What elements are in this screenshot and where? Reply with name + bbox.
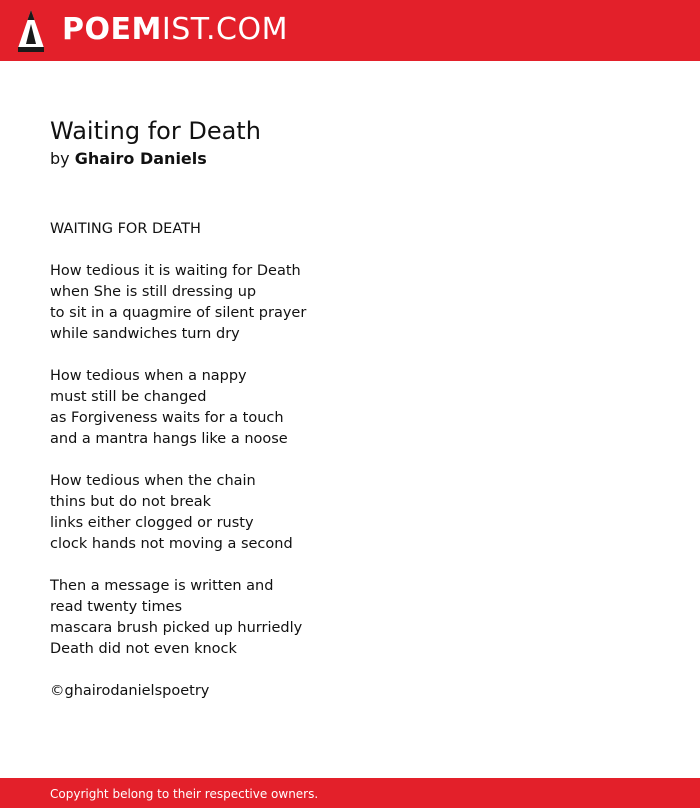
poem-line: as Forgiveness waits for a touch xyxy=(50,410,284,426)
pencil-icon[interactable] xyxy=(18,10,44,52)
copyright-notice: Copyright belong to their respective owners. xyxy=(50,787,319,801)
stanza-break xyxy=(50,345,306,366)
poem-line: when She is still dressing up xyxy=(50,284,257,300)
by-label: by xyxy=(50,149,70,168)
poem-line: must still be changed xyxy=(50,389,207,405)
site-footer xyxy=(0,778,700,808)
stanza-break xyxy=(50,240,306,261)
poem-line: WAITING FOR DEATH xyxy=(50,221,201,237)
poem-line: links either clogged or rusty xyxy=(50,515,254,531)
site-header xyxy=(0,0,700,61)
poem-line: and a mantra hangs like a noose xyxy=(50,431,288,447)
poem-line: How tedious it is waiting for Death xyxy=(50,263,301,279)
poem-line: read twenty times xyxy=(50,599,183,615)
poem-body xyxy=(50,219,306,702)
poem-line: while sandwiches turn dry xyxy=(50,326,240,342)
poem-line: Death did not even knock xyxy=(50,641,237,657)
stanza-break xyxy=(50,450,306,471)
poem-line: to sit in a quagmire of silent prayer xyxy=(50,305,307,321)
logo-text-bold: POEM xyxy=(62,12,162,47)
poem-line: clock hands not moving a second xyxy=(50,536,293,552)
poem-line: How tedious when a nappy xyxy=(50,368,247,384)
poem-author: Ghairo Daniels xyxy=(74,149,207,168)
poem-title: Waiting for Death xyxy=(50,117,261,145)
poem-line: mascara brush picked up hurriedly xyxy=(50,620,303,636)
stanza-break xyxy=(50,660,306,681)
poem-byline xyxy=(50,149,207,169)
poem-line: ©ghairodanielspoetry xyxy=(50,683,210,699)
logo-text-thin: IST.COM xyxy=(161,12,288,47)
poem-line: How tedious when the chain xyxy=(50,473,256,489)
site-logo[interactable] xyxy=(62,12,288,48)
poem-line: Then a message is written and xyxy=(50,578,274,594)
stanza-break xyxy=(50,555,306,576)
poem-line: thins but do not break xyxy=(50,494,212,510)
